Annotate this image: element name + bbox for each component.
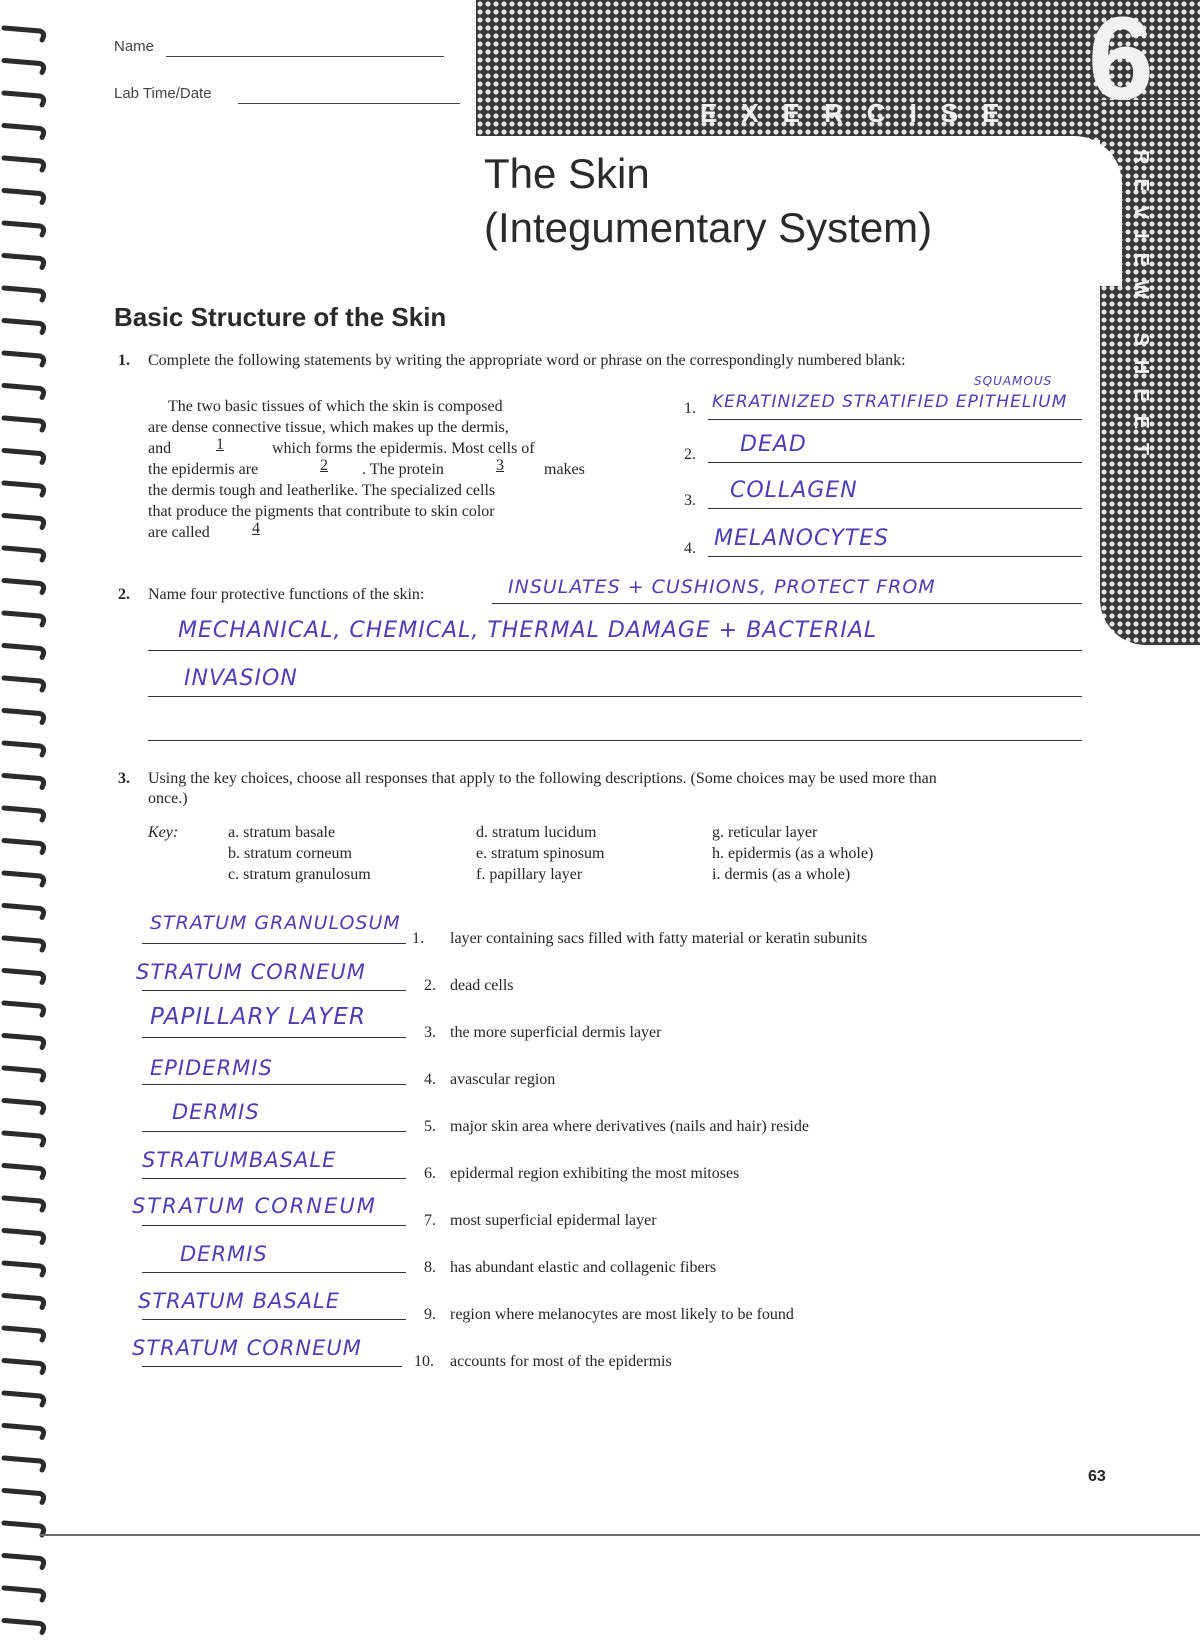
q3-key-label: Key: xyxy=(148,824,179,841)
spiral-loop xyxy=(4,61,44,73)
spiral-loop xyxy=(4,126,44,138)
page-bottom-edge xyxy=(40,1534,1200,1536)
q3-item-text: has abundant elastic and collagenic fibers xyxy=(450,1259,717,1276)
q1-line: the dermis tough and leatherlike. The specialized cells xyxy=(148,482,496,499)
q3-item-number: 8. xyxy=(424,1259,436,1276)
q1-answer-2: DEAD xyxy=(740,432,807,457)
spiral-loop xyxy=(4,191,44,203)
q3-answer-line[interactable] xyxy=(142,1037,406,1038)
key-choice: h. epidermis (as a whole) xyxy=(712,845,874,862)
q3-answer-line[interactable] xyxy=(142,1319,406,1320)
spiral-loop xyxy=(4,256,44,268)
q3-answer-6: STRATUMBASALE xyxy=(142,1148,337,1172)
spiral-loop xyxy=(4,1361,44,1373)
spiral-loop xyxy=(4,873,44,885)
spiral-loop xyxy=(4,386,44,398)
spiral-loop xyxy=(4,288,44,300)
q1-answer-3: COLLAGEN xyxy=(730,478,858,503)
spiral-loop xyxy=(4,1003,44,1015)
q3-answer-line[interactable] xyxy=(142,1131,406,1132)
q3-answer-7: STRATUM CORNEUM xyxy=(132,1194,377,1218)
spiral-loop xyxy=(4,1621,44,1633)
spiral-loop xyxy=(4,93,44,105)
q3-item-text: epidermal region exhibiting the most mitoses xyxy=(450,1165,740,1182)
page-title-line2: (Integumentary System) xyxy=(484,204,933,251)
q1-answer-line[interactable] xyxy=(708,462,1082,463)
q3-item-number: 6. xyxy=(424,1165,436,1182)
page-title-line1: The Skin xyxy=(484,150,650,197)
q3-number: 3. xyxy=(118,770,130,787)
q3-answer-5: DERMIS xyxy=(172,1100,260,1124)
q3-answer-line[interactable] xyxy=(142,1272,406,1273)
q3-item-text: region where melanocytes are most likely to be found xyxy=(450,1306,794,1323)
q3-answer-line[interactable] xyxy=(142,943,406,944)
spiral-loop xyxy=(4,483,44,495)
spiral-loop xyxy=(4,1393,44,1405)
spiral-loop xyxy=(4,906,44,918)
q3-answer-10: STRATUM CORNEUM xyxy=(132,1336,362,1360)
q1-line: the epidermis are xyxy=(148,461,259,478)
q3-prompt-line1: Using the key choices, choose all responses that apply to the following descriptions. (Some choices may be used more than xyxy=(148,770,937,787)
q3-item-number: 1. xyxy=(412,930,424,947)
q2-prompt: Name four protective functions of the skin: xyxy=(148,586,425,603)
page-number: 63 xyxy=(1088,1468,1106,1485)
q3-item-text: accounts for most of the epidermis xyxy=(450,1353,672,1370)
labtime-field[interactable] xyxy=(238,103,460,104)
q2-answer-line[interactable] xyxy=(492,603,1082,604)
q1-answer-4: MELANOCYTES xyxy=(714,526,890,551)
q1-blank-2: 2 xyxy=(320,457,328,474)
q3-answer-8: DERMIS xyxy=(180,1242,268,1266)
q3-item-number: 7. xyxy=(424,1212,436,1229)
q1-line: and xyxy=(148,440,172,457)
q3-item-text: layer containing sacs filled with fatty material or keratin subunits xyxy=(450,930,868,947)
q2-answer-line-3: INVASION xyxy=(184,666,298,691)
name-label: Name xyxy=(114,38,155,55)
q1-number: 1. xyxy=(118,352,130,369)
q1-blank-1: 1 xyxy=(216,436,224,453)
spiral-loop xyxy=(4,321,44,333)
spiral-loop xyxy=(4,938,44,950)
q1-blank-3: 3 xyxy=(496,457,504,474)
q2-answer-line[interactable] xyxy=(148,650,1082,651)
q3-answer-1: STRATUM GRANULOSUM xyxy=(150,912,401,934)
spiral-loop xyxy=(4,516,44,528)
q3-answer-line[interactable] xyxy=(142,990,406,991)
spiral-loop xyxy=(4,28,44,40)
spiral-loop xyxy=(4,711,44,723)
spiral-loop xyxy=(4,776,44,788)
spiral-binding xyxy=(0,0,50,1650)
spiral-loop xyxy=(4,808,44,820)
spiral-loop xyxy=(4,1296,44,1308)
spiral-loop xyxy=(4,1133,44,1145)
key-choice: a. stratum basale xyxy=(228,824,336,841)
spiral-loop xyxy=(4,451,44,463)
q3-item-text: dead cells xyxy=(450,977,514,994)
q1-answer-1-insert: SQUAMOUS xyxy=(974,374,1053,388)
q1-answer-number: 1. xyxy=(684,400,696,417)
q3-item-text: most superficial epidermal layer xyxy=(450,1212,657,1229)
q3-answer-line[interactable] xyxy=(142,1366,402,1367)
spiral-loop xyxy=(4,1523,44,1535)
q1-answer-number: 3. xyxy=(684,492,696,509)
key-choice: c. stratum granulosum xyxy=(228,866,371,883)
q1-line: which forms the epidermis. Most cells of xyxy=(272,440,535,457)
spiral-loop xyxy=(4,613,44,625)
spiral-loop xyxy=(4,1101,44,1113)
q3-item-number: 5. xyxy=(424,1118,436,1135)
q1-line: that produce the pigments that contribute to skin color xyxy=(148,503,495,520)
spiral-loop xyxy=(4,223,44,235)
key-choice: g. reticular layer xyxy=(712,824,818,841)
spiral-loop xyxy=(4,678,44,690)
spiral-loop xyxy=(4,971,44,983)
q1-line: are dense connective tissue, which makes up the dermis, xyxy=(148,419,509,436)
labtime-label: Lab Time/Date xyxy=(114,85,212,102)
q3-item-text: the more superficial dermis layer xyxy=(450,1024,662,1041)
q1-answer-line[interactable] xyxy=(708,508,1082,509)
spiral-loop xyxy=(4,158,44,170)
spiral-loop xyxy=(4,548,44,560)
q1-answer-line[interactable] xyxy=(708,556,1082,557)
key-choice: e. stratum spinosum xyxy=(476,845,605,862)
spiral-loop xyxy=(4,353,44,365)
spiral-loop xyxy=(4,1556,44,1568)
q3-answer-9: STRATUM BASALE xyxy=(138,1289,341,1313)
q1-answer-1: KERATINIZED STRATIFIED EPITHELIUM xyxy=(712,392,1068,412)
spiral-loop xyxy=(4,1036,44,1048)
spiral-loop xyxy=(4,646,44,658)
q3-item-text: avascular region xyxy=(450,1071,556,1088)
q3-item-number: 2. xyxy=(424,977,436,994)
q3-prompt-line2: once.) xyxy=(148,790,188,807)
q1-line: are called xyxy=(148,524,210,541)
q1-answer-line[interactable] xyxy=(708,419,1082,420)
q3-answer-2: STRATUM CORNEUM xyxy=(136,960,366,984)
key-choice: i. dermis (as a whole) xyxy=(712,866,851,883)
q3-item-number: 9. xyxy=(424,1306,436,1323)
spiral-loop xyxy=(4,1328,44,1340)
spiral-loop xyxy=(4,1491,44,1503)
name-field[interactable] xyxy=(166,56,444,57)
q1-answer-number: 4. xyxy=(684,540,696,557)
q3-answer-4: EPIDERMIS xyxy=(150,1056,273,1080)
q2-answer-line-1: INSULATES + CUSHIONS, PROTECT FROM xyxy=(508,576,936,598)
q3-answer-line[interactable] xyxy=(142,1225,406,1226)
q1-line: The two basic tissues of which the skin is composed xyxy=(168,398,503,415)
spiral-loop xyxy=(4,841,44,853)
q2-answer-line[interactable] xyxy=(148,696,1082,697)
spiral-loop xyxy=(4,1588,44,1600)
spiral-loop xyxy=(4,1426,44,1438)
q3-answer-line[interactable] xyxy=(142,1084,406,1085)
spiral-loop xyxy=(4,418,44,430)
spiral-loop xyxy=(4,1166,44,1178)
spiral-loop xyxy=(4,1458,44,1470)
q2-number: 2. xyxy=(118,586,130,603)
spiral-loop xyxy=(4,743,44,755)
spiral-loop xyxy=(4,581,44,593)
q1-line: . The protein xyxy=(362,461,444,478)
q2-answer-line[interactable] xyxy=(148,740,1082,741)
q1-blank-4: 4 xyxy=(252,520,260,537)
q3-item-text: major skin area where derivatives (nails and hair) reside xyxy=(450,1118,809,1135)
q1-prompt: Complete the following statements by writing the appropriate word or phrase on the correspondingly numbered blank: xyxy=(148,352,906,369)
section-title: Basic Structure of the Skin xyxy=(114,302,447,332)
q3-item-number: 10. xyxy=(414,1353,434,1370)
key-choice: f. papillary layer xyxy=(476,866,583,883)
exercise-number: 6 xyxy=(1088,0,1154,125)
key-choice: d. stratum lucidum xyxy=(476,824,597,841)
spiral-loop xyxy=(4,1231,44,1243)
spiral-loop xyxy=(4,1198,44,1210)
q1-line: makes xyxy=(544,461,585,478)
q3-item-number: 3. xyxy=(424,1024,436,1041)
spiral-loop xyxy=(4,1263,44,1275)
side-label: REVIEW SHEET xyxy=(1130,150,1152,470)
q3-item-number: 4. xyxy=(424,1071,436,1088)
exercise-word: EXERCISE xyxy=(700,98,1024,128)
q3-answer-3: PAPILLARY LAYER xyxy=(150,1004,366,1030)
q2-answer-line-2: MECHANICAL, CHEMICAL, THERMAL DAMAGE + BACTERIAL xyxy=(178,618,878,643)
q3-answer-line[interactable] xyxy=(142,1178,406,1179)
key-choice: b. stratum corneum xyxy=(228,845,352,862)
q1-answer-number: 2. xyxy=(684,446,696,463)
spiral-loop xyxy=(4,1068,44,1080)
